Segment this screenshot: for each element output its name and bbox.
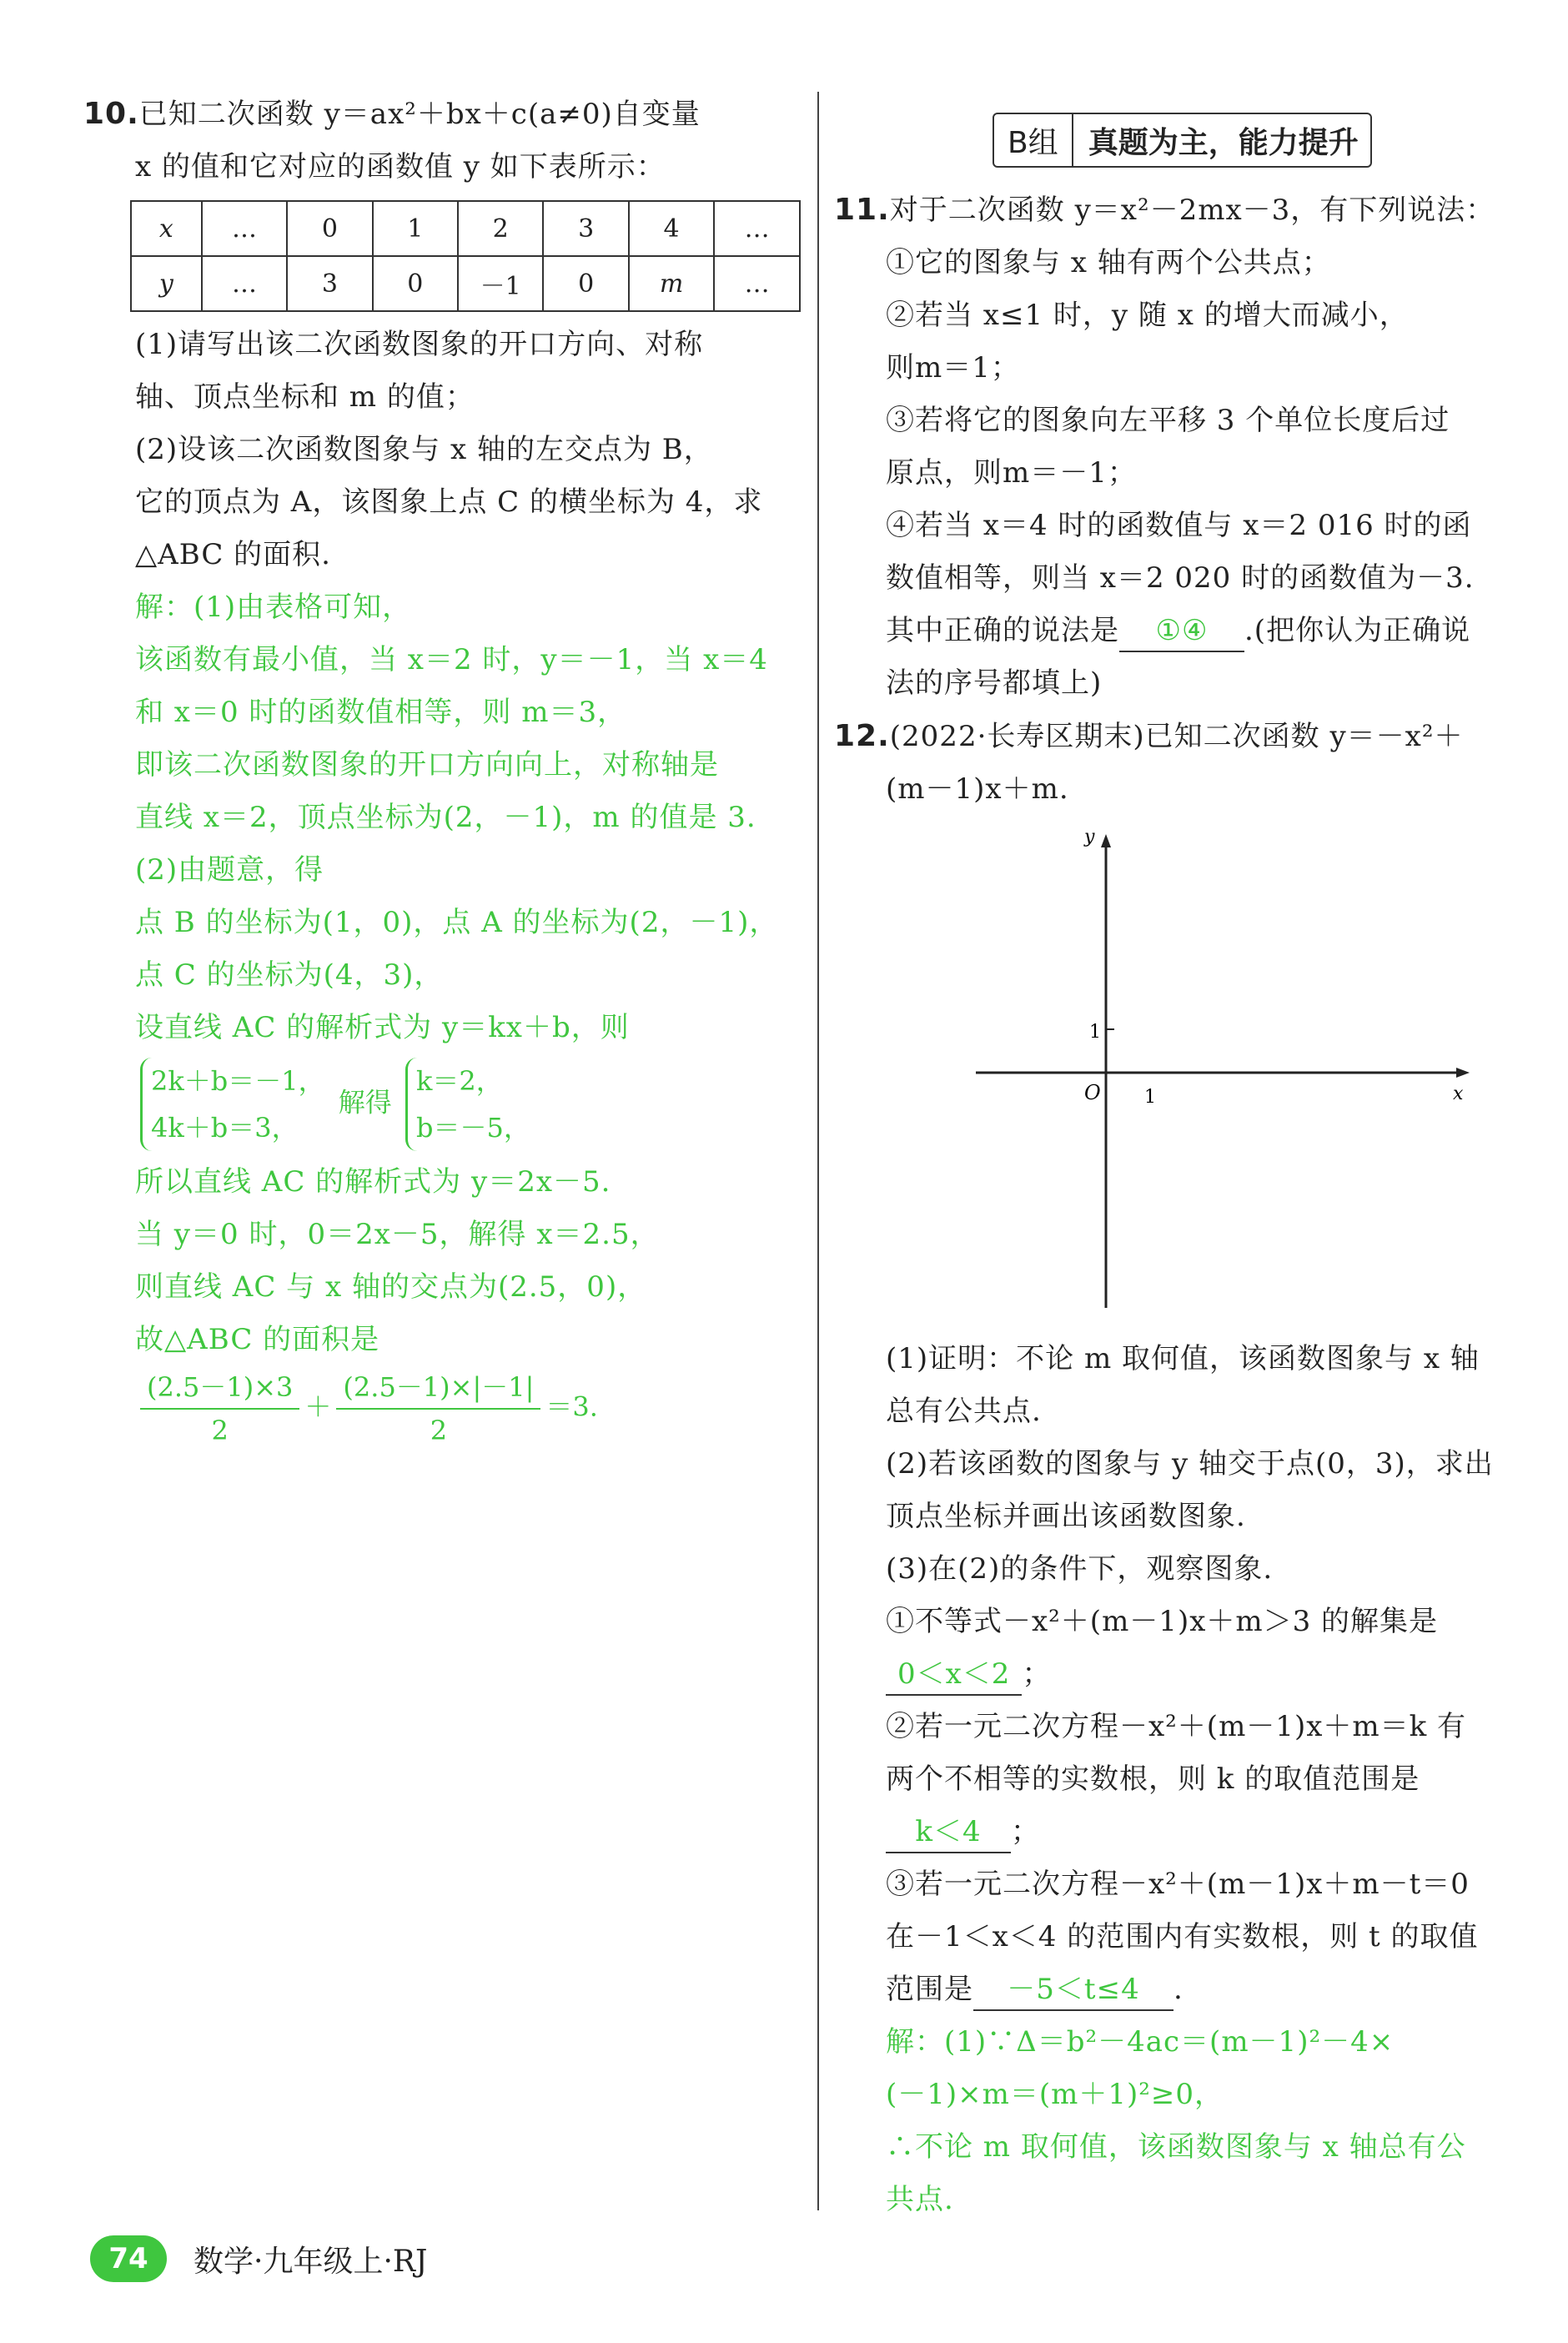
q10-part2-line3: △ABC 的面积. bbox=[135, 538, 331, 571]
system-brace: 2k＋b＝－1， 4k＋b＝3， bbox=[140, 1058, 325, 1151]
system-brace: k＝2， b＝－5， bbox=[405, 1058, 530, 1151]
q12-part3-1: ①不等式－x²＋(m－1)x＋m＞3 的解集是 bbox=[886, 1605, 1439, 1638]
q11-answer-blank: ①④ bbox=[1119, 611, 1244, 652]
q10-part1-line2: 轴、顶点坐标和 m 的值； bbox=[135, 380, 475, 414]
table-cell: 0 bbox=[373, 256, 458, 311]
column-divider bbox=[817, 92, 819, 2210]
group-tag: B组 bbox=[994, 114, 1073, 166]
q12-part3-3-answer: 范围是 －5＜t≤4 . bbox=[834, 1963, 1551, 2016]
q12-3-2-answer-blank: k＜4 bbox=[886, 1812, 1011, 1853]
q10-solution-line: (2)由题意，得 bbox=[135, 853, 324, 887]
q10-value-table bbox=[130, 200, 801, 312]
table-cell: y bbox=[131, 256, 202, 311]
q12-3-3-answer-blank: －5＜t≤4 bbox=[973, 1969, 1173, 2011]
q11-statement: 则m＝1； bbox=[886, 351, 1020, 385]
table-cell: －1 bbox=[458, 256, 544, 311]
q10-solution-line: 直线 x＝2，顶点坐标为(2，－1)，m 的值是 3. bbox=[135, 801, 756, 834]
q10-solution-line: 该函数有最小值，当 x＝2 时，y＝－1，当 x＝4 bbox=[135, 643, 768, 676]
q12-part3-1-answer: 0＜x＜2 ； bbox=[834, 1648, 1551, 1701]
x-axis-label: x bbox=[1453, 1084, 1464, 1104]
q10-solution-line: 则直线 AC 与 x 轴的交点为(2.5，0)， bbox=[135, 1270, 647, 1304]
q11-statement: ②若当 x≤1 时，y 随 x 的增大而减小， bbox=[886, 299, 1409, 332]
fraction: $\frac{(2.5-1)\times|-1|}{2}$ bbox=[336, 1366, 540, 1451]
q10-stem-line1: 10.已知二次函数 y＝ax²＋bx＋c(a≠0)自变量 bbox=[83, 97, 701, 131]
table-cell: m bbox=[629, 256, 715, 311]
table-cell: 3 bbox=[543, 201, 628, 256]
q10-solution-line: 点 C 的坐标为(4，3)， bbox=[135, 958, 444, 992]
table-cell: … bbox=[202, 256, 288, 311]
q10-number: 10. bbox=[83, 97, 139, 131]
q10-area-formula: $\frac{(2.5-1)\times 3}{2}$ ＋ $\frac{(2.5-1)\times|-1|}{2}$ ＝3. bbox=[83, 1366, 801, 1451]
table-row bbox=[131, 201, 800, 256]
table-cell: 0 bbox=[543, 256, 628, 311]
q12-number: 12. bbox=[834, 719, 890, 753]
q11-statement: ④若当 x＝4 时的函数值与 x＝2 016 时的函 bbox=[886, 509, 1472, 542]
q11-statement: 数值相等，则当 x＝2 020 时的函数值为－3. bbox=[886, 561, 1475, 595]
q11-answer-line: 其中正确的说法是 ①④ .(把你认为正确说 bbox=[834, 605, 1551, 657]
q10-equation-system: 2k＋b＝－1， 4k＋b＝3， 解得 k＝2， b＝－5， bbox=[83, 1058, 801, 1151]
q10-solution-line: 和 x＝0 时的函数值相等，则 m＝3， bbox=[135, 696, 627, 729]
q12-part3-3: 在－1＜x＜4 的范围内有实数根，则 t 的取值 bbox=[886, 1920, 1479, 1953]
q12-3-1-answer-blank: 0＜x＜2 bbox=[886, 1654, 1022, 1696]
left-column bbox=[83, 88, 801, 1451]
q10-stem-line2: x 的值和它对应的函数值 y 如下表所示： bbox=[135, 150, 666, 184]
q11-statement: 原点，则m＝－1； bbox=[886, 456, 1137, 490]
coordinate-axes bbox=[959, 824, 1476, 1325]
q12-part2: 顶点坐标并画出该函数图象. bbox=[886, 1500, 1246, 1533]
table-cell: … bbox=[202, 201, 288, 256]
group-title: 真题为主，能力提升 bbox=[1088, 124, 1359, 160]
q10-solution-line: 当 y＝0 时，0＝2x－5，解得 x＝2.5， bbox=[135, 1218, 660, 1251]
q10-part1-line1: (1)请写出该二次函数图象的开口方向、对称 bbox=[135, 328, 704, 361]
q11-number: 11. bbox=[834, 193, 890, 227]
table-cell: 3 bbox=[287, 256, 372, 311]
q12-part2: (2)若该函数的图象与 y 轴交于点(0，3)，求出 bbox=[886, 1447, 1494, 1481]
q12-solution-line: 解：(1)∵Δ＝b²－4ac＝(m－1)²－4× bbox=[886, 2025, 1395, 2059]
q12-solution-line: (－1)×m＝(m＋1)²≥0， bbox=[886, 2078, 1224, 2111]
q12-solution-line: ∴不论 m 取何值，该函数图象与 x 轴总有公 bbox=[886, 2130, 1466, 2164]
origin-label: O bbox=[1084, 1081, 1101, 1104]
y-axis-label: y bbox=[1084, 827, 1095, 847]
x-axis-arrow bbox=[1456, 1068, 1470, 1078]
table-cell: 2 bbox=[458, 201, 544, 256]
q10-part2-line1: (2)设该二次函数图象与 x 轴的左交点为 B， bbox=[135, 433, 713, 466]
q11-answer-line2: 法的序号都填上) bbox=[886, 666, 1103, 700]
q10-solution-line: 即该二次函数图象的开口方向向上，对称轴是 bbox=[135, 748, 719, 782]
table-cell: 4 bbox=[629, 201, 715, 256]
q12-stem-line1: 12.(2022·长寿区期末)已知二次函数 y＝－x²＋ bbox=[834, 719, 1464, 753]
q10-solution-line: 故△ABC 的面积是 bbox=[135, 1323, 380, 1356]
q12-part1: 总有公共点. bbox=[886, 1395, 1042, 1428]
book-title: 数学·九年级上·RJ bbox=[193, 2244, 428, 2279]
q11-statement: ③若将它的图象向左平移 3 个单位长度后过 bbox=[886, 404, 1450, 437]
q10-solution-line: 所以直线 AC 的解析式为 y＝2x－5. bbox=[135, 1165, 611, 1199]
q12-part3-3: ③若一元二次方程－x²＋(m－1)x＋m－t＝0 bbox=[886, 1868, 1470, 1901]
page-footer bbox=[90, 2235, 427, 2282]
table-cell: x bbox=[131, 201, 202, 256]
q10-solution-line: 解：(1)由表格可知， bbox=[135, 591, 412, 624]
q12-solution-line: 共点. bbox=[886, 2183, 954, 2216]
x-tick-label: 1 bbox=[1144, 1087, 1156, 1108]
q10-part2-line2: 它的顶点为 A，该图象上点 C 的横坐标为 4，求 bbox=[135, 485, 763, 519]
q11-stem: 11.对于二次函数 y＝x²－2mx－3，有下列说法： bbox=[834, 193, 1495, 227]
table-cell: 1 bbox=[373, 201, 458, 256]
table-cell: … bbox=[714, 201, 800, 256]
q12-part3: (3)在(2)的条件下，观察图象. bbox=[886, 1552, 1274, 1586]
q12-part3-2-answer: k＜4 ； bbox=[834, 1806, 1551, 1858]
q12-part1: (1)证明：不论 m 取何值，该函数图象与 x 轴 bbox=[886, 1342, 1480, 1375]
q10-solution-line: 点 B 的坐标为(1，0)，点 A 的坐标为(2，－1)， bbox=[135, 906, 779, 939]
table-cell: 0 bbox=[287, 201, 372, 256]
q12-part3-2: 两个不相等的实数根，则 k 的取值范围是 bbox=[886, 1762, 1420, 1796]
y-tick-label: 1 bbox=[1089, 1022, 1101, 1043]
right-column bbox=[834, 184, 1551, 2226]
group-b-header bbox=[993, 113, 1372, 168]
q10-solution-line: 设直线 AC 的解析式为 y＝kx＋b，则 bbox=[135, 1011, 630, 1044]
page-number: 74 bbox=[90, 2235, 167, 2282]
table-row bbox=[131, 256, 800, 311]
table-cell: … bbox=[714, 256, 800, 311]
q11-statement: ①它的图象与 x 轴有两个公共点； bbox=[886, 246, 1331, 279]
q12-stem-line2: (m－1)x＋m. bbox=[886, 772, 1069, 806]
fraction: $\frac{(2.5-1)\times 3}{2}$ bbox=[140, 1366, 299, 1451]
q12-part3-2: ②若一元二次方程－x²＋(m－1)x＋m＝k 有 bbox=[886, 1710, 1467, 1743]
y-axis-arrow bbox=[1101, 834, 1111, 847]
